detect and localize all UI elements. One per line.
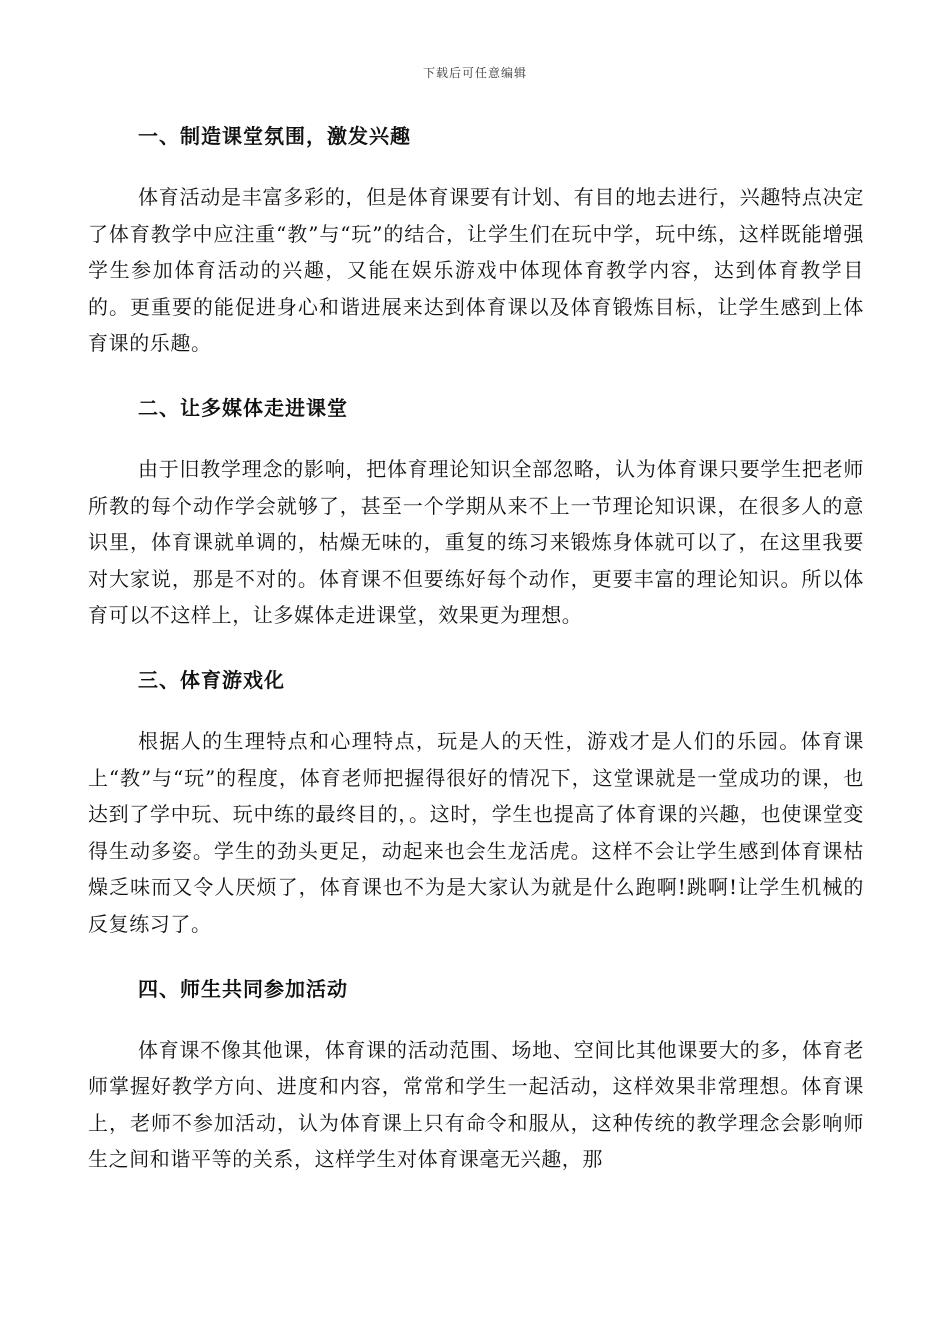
document-content xyxy=(88,118,864,1178)
section-body-1: 体育活动是丰富多彩的，但是体育课要有计划、有目的地去进行，兴趣特点决定了体育教学中应注重“教”与“玩”的结合，让学生们在玩中学，玩中练，这样既能增强学生参加体育活动的兴趣，又能在娱乐游戏中体现体育教学内容，达到体育教学目的。更重要的能促进身心和谐进展来达到体育课以及体育锻炼目标，让学生感到上体育课的乐趣。 xyxy=(88,185,864,356)
header-note: 下载后可任意编辑 xyxy=(422,66,527,80)
section-heading-4: 四、师生共同参加活动 xyxy=(138,976,348,1001)
section-body-3: 根据人的生理特点和心理特点，玩是人的天性，游戏才是人们的乐园。体育课上“教”与“玩”的程度，体育老师把握得很好的情况下，这堂课就是一堂成功的课，也达到了学中玩、玩中练的最终目的，。这时，学生也提高了体育课的兴趣，也使课堂变得生动多姿。学生的劲头更足，动起来也会生龙活虎。这样不会让学生感到体育课枯燥乏味而又令人厌烦了，体育课也不为是大家认为就是什么跑啊!跳啊!让学生机械的反复练习了。 xyxy=(88,728,864,936)
section-heading-1: 一、制造课堂氛围，激发兴趣 xyxy=(138,124,411,148)
section-body-2: 由于旧教学理念的影响，把体育理论知识全部忽略，认为体育课只要学生把老师所教的每个动作学会就够了，甚至一个学期从来不上一节理论知识课，在很多人的意识里，体育课就单调的，枯燥无味的，重复的练习来锻炼身体就可以了，在这里我要对大家说，那是不对的。体育课不但要练好每个动作，更要丰富的理论知识。所以体育可以不这样上，让多媒体走进课堂，效果更为理想。 xyxy=(88,456,864,628)
section-heading-3: 三、体育游戏化 xyxy=(138,667,285,692)
section-heading-2: 二、让多媒体走进课堂 xyxy=(138,395,348,420)
section-body-4: 体育课不像其他课，体育课的活动范围、场地、空间比其他课要大的多，体育老师掌握好教学方向、进度和内容，常常和学生一起活动，这样效果非常理想。体育课上，老师不参加活动，认为体育课上只有命令和服从，这种传统的教学理念会影响师生之间和谐平等的关系，这样学生对体育课毫无兴趣，那 xyxy=(88,1037,864,1172)
